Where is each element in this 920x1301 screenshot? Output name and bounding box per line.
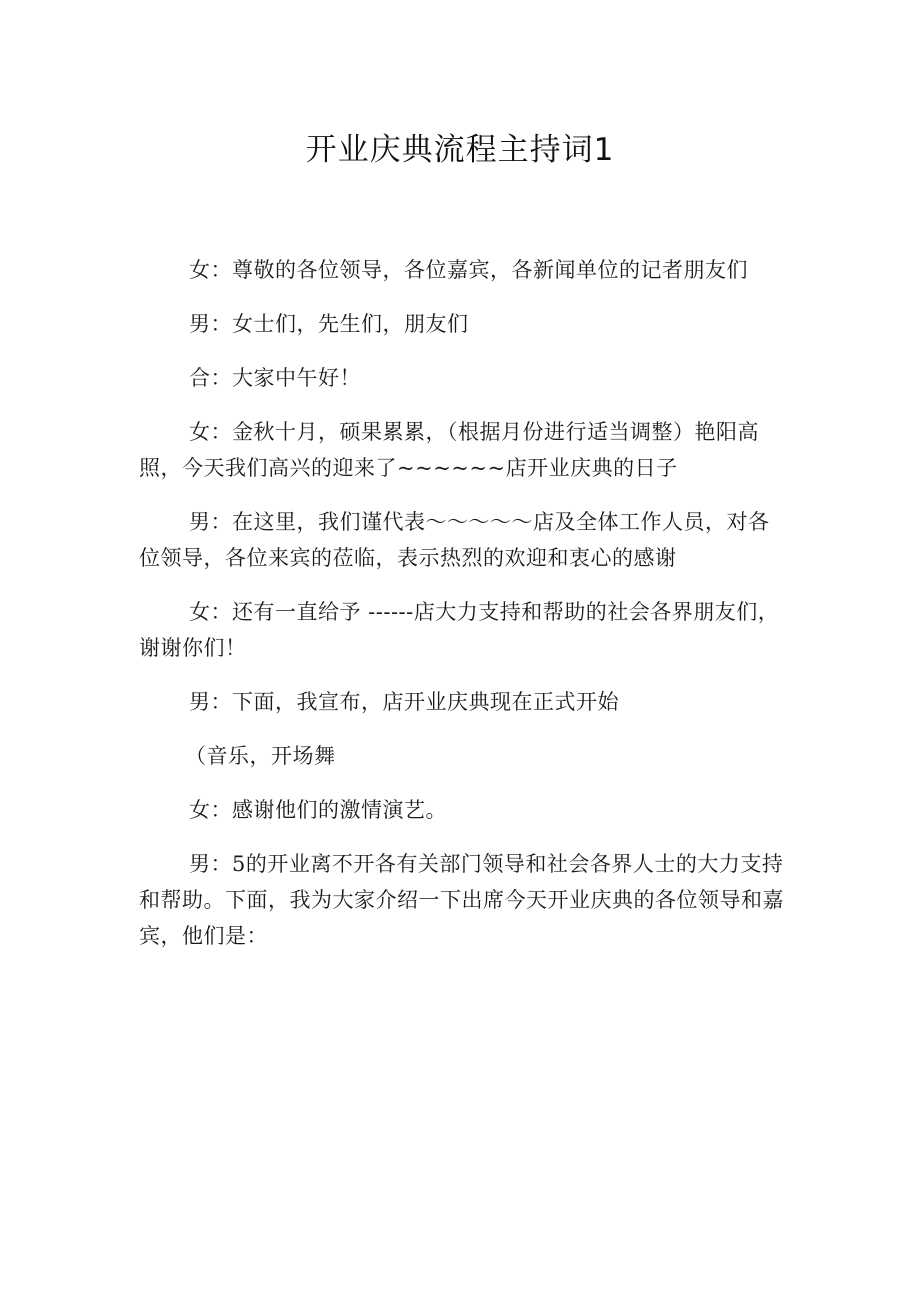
paragraph-3: 合：大家中午好！	[189, 366, 361, 390]
paragraph-2: 男：女士们，先生们，朋友们	[189, 312, 469, 336]
paragraph-7: 男：下面，我宣布，店开业庆典现在正式开始	[189, 690, 619, 714]
document-body	[139, 252, 789, 972]
paragraph-10: 男：5的开业离不开各有关部门领导和社会各界人士的大力支持和帮助。下面，我为大家介绍一下出席今天开业庆典的各位领导和嘉宾，他们是：	[139, 852, 784, 948]
paragraph-5: 男：在这里，我们谨代表～～～～～店及全体工作人员，对各位领导，各位来宾的莅临，表示热烈的欢迎和衷心的感谢	[139, 510, 770, 570]
paragraph-8: （音乐，开场舞	[185, 744, 336, 768]
paragraph-9: 女：感谢他们的激情演艺。	[189, 798, 447, 822]
paragraph-1: 女：尊敬的各位领导，各位嘉宾，各新闻单位的记者朋友们	[189, 258, 748, 282]
document-title: 开业庆典流程主持词1	[305, 132, 615, 168]
paragraph-6: 女：还有一直给予 ------店大力支持和帮助的社会各界朋友们，谢谢你们！	[139, 600, 780, 660]
paragraph-4: 女：金秋十月，硕果累累，（根据月份进行适当调整）艳阳高照，今天我们高兴的迎来了~~~~~~店开业庆典的日子	[139, 420, 759, 480]
